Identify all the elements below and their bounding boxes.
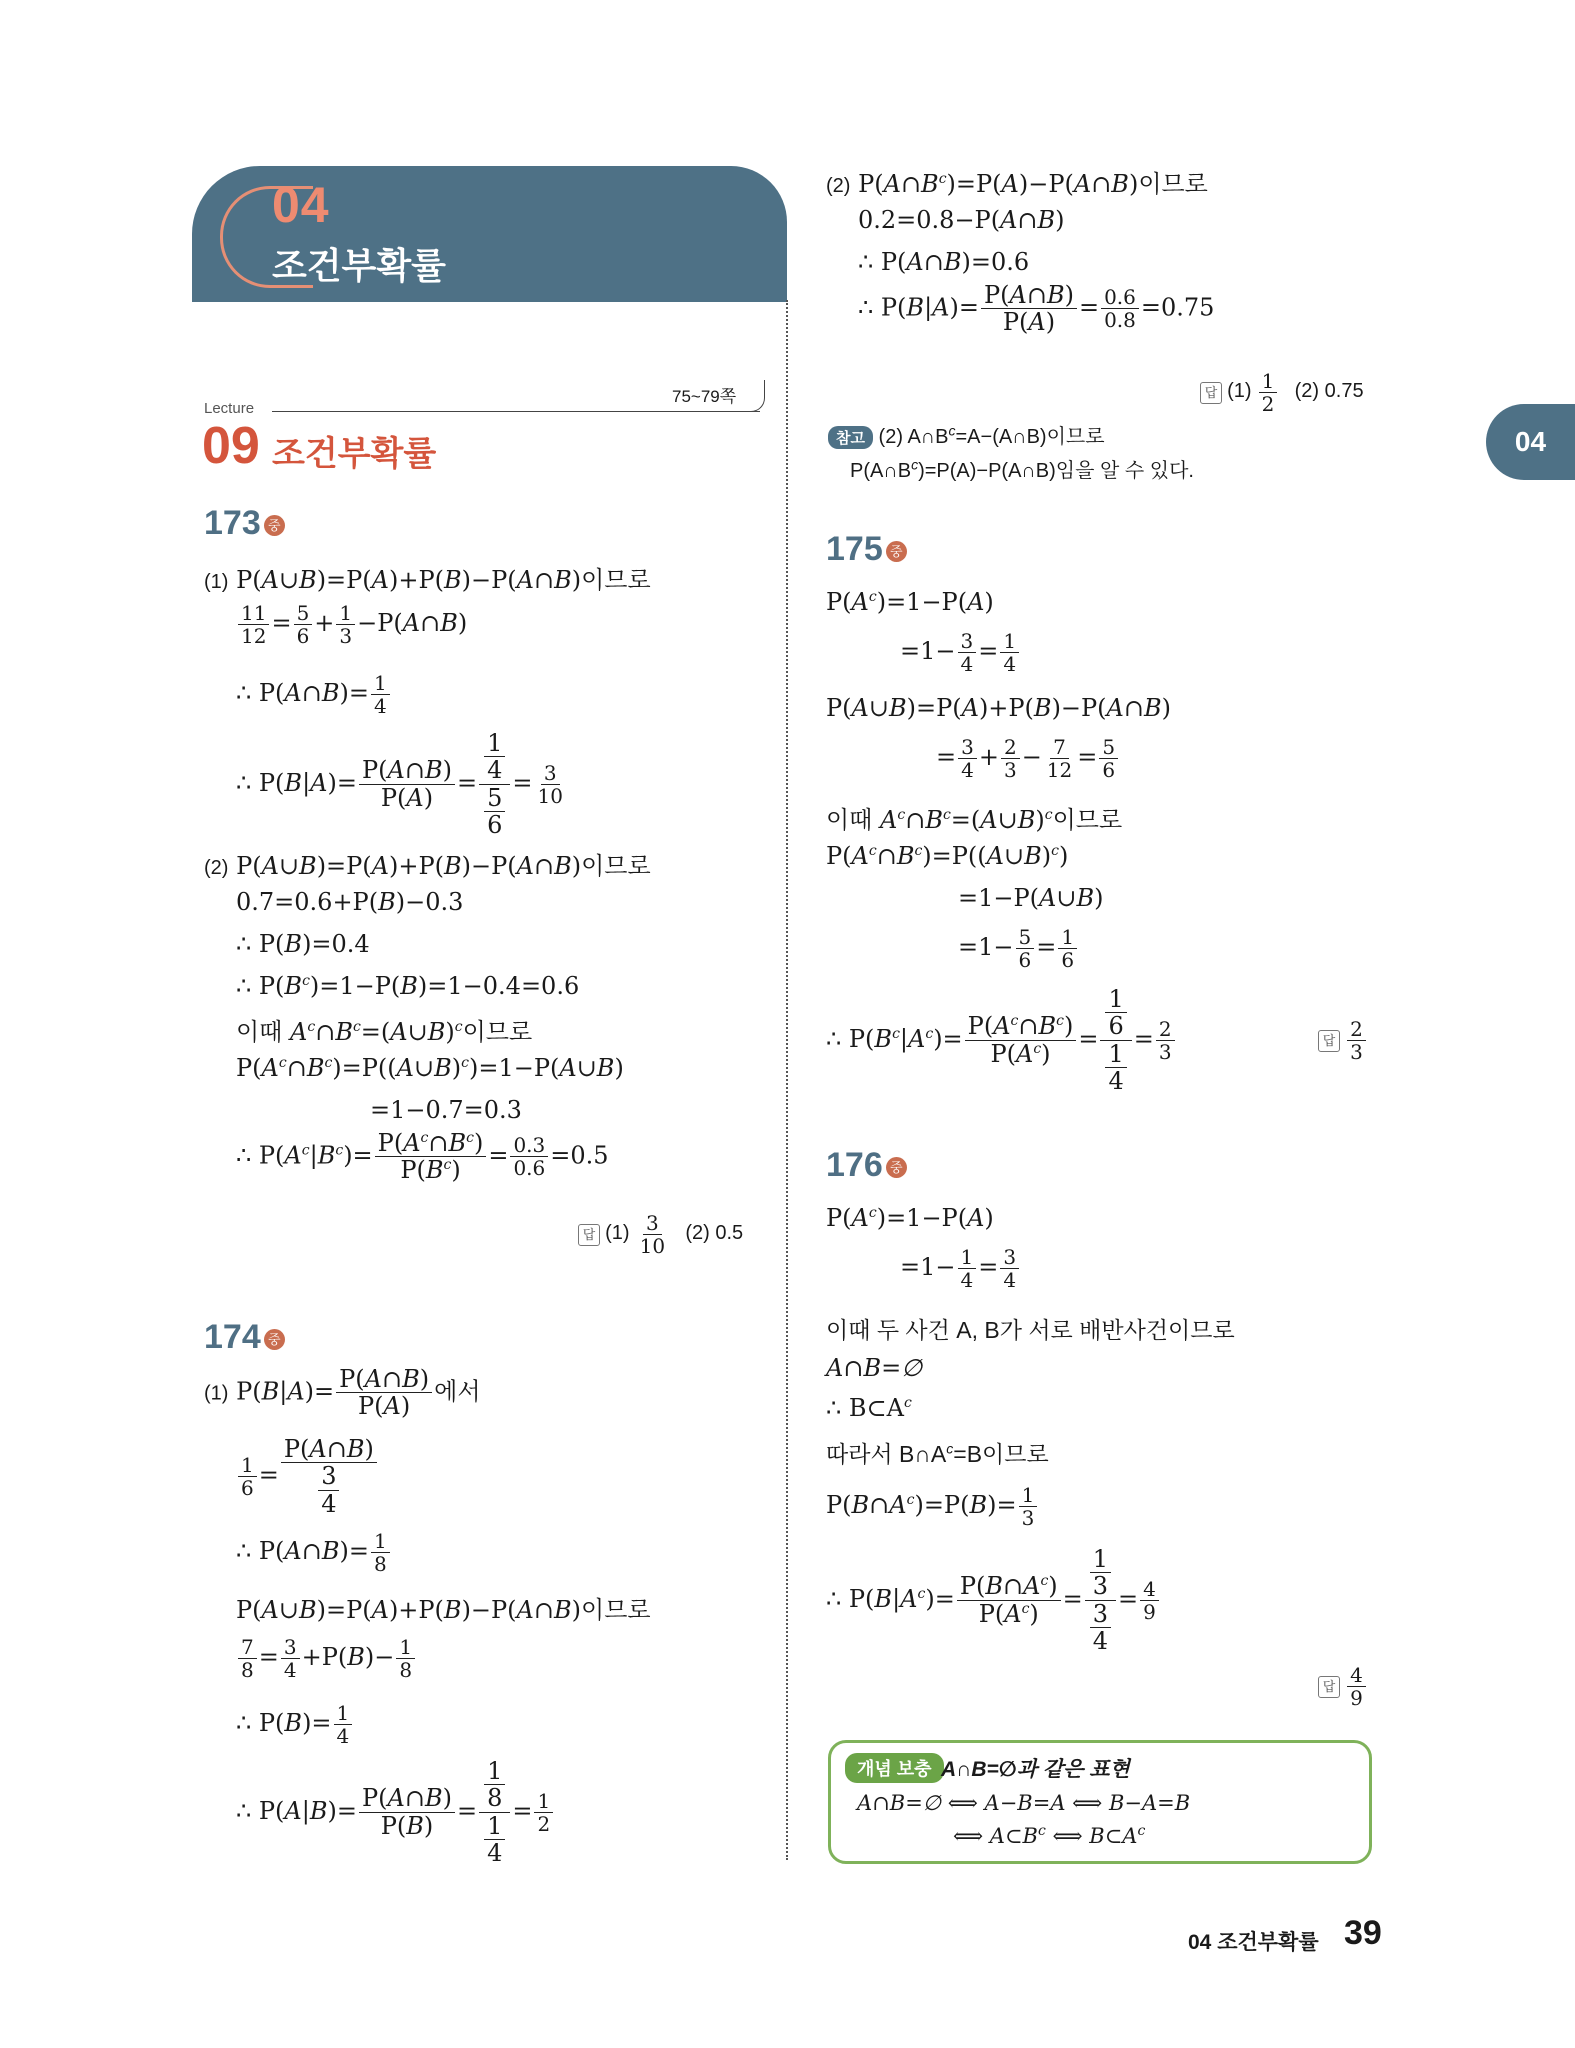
p175-line: =1−P(A∪B) — [958, 884, 1104, 912]
answer-icon: 답 — [1200, 382, 1222, 404]
korean-text: 이므로 — [581, 1597, 651, 1624]
p175-line: =1− $\frac{5}{6}$ = $\frac{1}{6}$ — [958, 926, 1079, 971]
p176-answer: 답 $\frac{4}{9}$ — [1318, 1664, 1368, 1709]
p174-note: 참고 (2) $A\cap B^c=A-(A\cap B)$이므로 — [828, 420, 1105, 449]
therefore-symbol: ∴ — [236, 1709, 252, 1737]
p173-line: 0.7=0.6+P(B)−0.3 — [236, 888, 464, 916]
concept-box — [828, 1740, 1372, 1864]
chapter-title: 조건부확률 — [272, 245, 446, 286]
chapter-number: 04 — [272, 177, 330, 233]
lecture-rule — [272, 411, 760, 412]
problem-number: 173 — [204, 504, 261, 542]
p174-note-line2: $P(A\cap B^c)=P(A)-P(A\cap B)$임을 알 수 있다. — [850, 456, 1194, 482]
problem-173-header — [204, 504, 285, 543]
p175-line: P(A∪B)=P(A)+P(B)−P(A∩B) — [826, 694, 1172, 722]
p174-line: (2) $P(A\cap B^c)=P(A)-P(A\cap B)$이므로 — [826, 170, 1208, 198]
p174-line: ∴ P(A|B)= $\frac{P(A\cap B)}{P(B)}$ = $\frac{\frac{1}{8}}{\frac{1}{4}}$ = $\frac{1}{2}$ — [236, 1758, 555, 1867]
therefore-symbol: ∴ — [826, 1024, 842, 1053]
p173-line: ∴ P(B|A)= $\frac{P(A\cap B)}{P(A)}$ = $\frac{\frac{1}{4}}{\frac{5}{6}}$ = $\frac{3}{10}$ — [236, 729, 563, 840]
p174-line: 0.2=0.8−P(A∩B) — [858, 206, 1065, 234]
p175-line: ∴ $P(B^c|A^c)=$ $\frac{P(A^c\cap B^c)}{P(A^c)}$ = $\frac{\frac{1}{6}}{\frac{1}{4}}$ = $\frac{2}{3}$ — [826, 986, 1177, 1095]
p176-line: ∴ $P(B|A^c)=$ $\frac{P(B\cap A^c)}{P(A^c)}$ = $\frac{\frac{1}{3}}{\frac{3}{4}}$ = $\frac{4}{9}$ — [826, 1546, 1161, 1655]
sub-label: (1) — [204, 571, 229, 593]
p173-line: 이때 $A^c\cap B^c=(A\cup B)^c$이므로 — [236, 1018, 533, 1046]
p173-line: $\frac{11}{12}$ = $\frac{5}{6}$ + $\frac{1}{3}$ −P(A∩B) — [236, 602, 467, 647]
therefore-symbol: ∴ — [236, 930, 252, 958]
p173-line: ∴ P(B)=0.4 — [236, 930, 370, 958]
korean-text: 에서 — [434, 1378, 481, 1406]
problem-174-header — [204, 1318, 285, 1357]
therefore-symbol: ∴ — [858, 293, 874, 322]
concept-line-2: ⟺ $A\subset B^c$ ⟺ $B\subset A^c$ — [953, 1823, 1146, 1848]
therefore-symbol: ∴ — [858, 248, 874, 276]
p174-line: ∴ P(A∩B)= $\frac{1}{8}$ — [236, 1530, 392, 1575]
page-number: 39 — [1344, 1914, 1382, 1952]
column-divider — [786, 300, 788, 1860]
difficulty-badge: 중 — [264, 1329, 285, 1350]
p174-line: $\frac{1}{6}$ = $\frac{P(A\cap B)}{\frac{3}{4}}$ — [236, 1436, 379, 1517]
p173-line: (2) P(A∪B)=P(A)+P(B)−P(A∩B)이므로 — [204, 852, 651, 880]
p174-answer: 답 (1) $\frac{1}{2}$ (2) 0.75 — [1200, 370, 1364, 415]
p175-line: = $\frac{3}{4}$ + $\frac{2}{3}$ − $\frac{7}{12}$ = $\frac{5}{6}$ — [936, 736, 1120, 781]
korean-text: 이므로 — [1138, 171, 1208, 198]
p174-line: P(A∪B)=P(A)+P(B)−P(A∩B)이므로 — [236, 1596, 651, 1624]
lecture-rule-end — [742, 380, 765, 412]
p175-answer: 답 $\frac{2}{3}$ — [1318, 1018, 1368, 1063]
p175-line: $P(A^c\cap B^c)=P((A\cup B)^c)$ — [826, 842, 1069, 870]
answer-icon: 답 — [1318, 1676, 1340, 1698]
korean-text: 이때 — [236, 1019, 283, 1046]
note-badge: 참고 — [828, 426, 873, 449]
lecture-number: 09 — [202, 417, 260, 475]
therefore-symbol: ∴ — [236, 1141, 252, 1170]
therefore-symbol: ∴ — [236, 1796, 252, 1825]
concept-title: A∩B=∅과 같은 표현 — [941, 1758, 1130, 1781]
p176-line: $P(A^c)=1-P(A)$ — [826, 1204, 994, 1232]
korean-text: 이때 — [826, 807, 873, 834]
footer-chapter: 04 조건부확률 — [1188, 1931, 1319, 1954]
problem-176-header — [826, 1146, 907, 1185]
lecture-title: 조건부확률 — [272, 435, 437, 473]
p173-line: (1) P(A∪B)=P(A)+P(B)−P(A∩B)이므로 — [204, 566, 651, 594]
p174-line: ∴ P(B|A)= $\frac{P(A\cap B)}{P(A)}$ = $\frac{0.6}{0.8}$ =0.75 — [858, 281, 1215, 337]
p173-line: ∴ $P(B^c)=1-P(B)=1-0.4=0.6$ — [236, 972, 580, 1000]
p174-line: ∴ P(A∩B)=0.6 — [858, 248, 1030, 276]
therefore-symbol: ∴ — [236, 1537, 252, 1565]
p174-line: $\frac{7}{8}$ = $\frac{3}{4}$ +P(B)− $\frac{1}{8}$ — [236, 1636, 417, 1681]
sub-label: (1) — [204, 1382, 229, 1405]
sub-label: (2) — [826, 175, 851, 197]
sub-label: (2) — [204, 857, 229, 879]
korean-text: 이므로 — [1052, 807, 1123, 834]
p176-line: $P(B\cap A^c)=P(B)=$ $\frac{1}{3}$ — [826, 1484, 1039, 1529]
p176-line: 이때 두 사건 A, B가 서로 배반사건이므로 — [826, 1317, 1235, 1343]
p176-line: ∴ $B\subset A^c$ — [826, 1394, 912, 1422]
concept-badge: 개념 보충 — [845, 1753, 944, 1783]
p175-line: 이때 $A^c\cap B^c=(A\cup B)^c$이므로 — [826, 806, 1123, 834]
therefore-symbol: ∴ — [236, 679, 252, 707]
answer-icon: 답 — [578, 1224, 600, 1246]
p173-line: $P(A^c\cap B^c)=P((A\cup B)^c)=1-P(A\cup B)$ — [236, 1054, 624, 1082]
p173-answer: 답 (1) $\frac{3}{10}$ (2) 0.5 — [578, 1212, 743, 1257]
problem-175-header — [826, 530, 907, 569]
difficulty-badge: 중 — [264, 515, 285, 536]
problem-number: 174 — [204, 1318, 261, 1356]
side-chapter-tab: 04 — [1486, 404, 1575, 480]
chapter-header — [192, 166, 787, 302]
p175-line: =1− $\frac{3}{4}$ = $\frac{1}{4}$ — [900, 630, 1021, 675]
korean-text: 이므로 — [581, 853, 651, 880]
korean-text: 이므로 — [462, 1019, 533, 1046]
p174-line: ∴ P(B)= $\frac{1}{4}$ — [236, 1702, 354, 1747]
p174-line: (1) P(B|A)= $\frac{P(A\cap B)}{P(A)}$ 에서 — [204, 1365, 481, 1421]
lecture-label: Lecture — [204, 400, 255, 417]
therefore-symbol: ∴ — [236, 972, 252, 1000]
korean-text: 이므로 — [581, 567, 651, 594]
therefore-symbol: ∴ — [826, 1584, 842, 1613]
difficulty-badge: 중 — [886, 1157, 907, 1178]
p176-line: =1− $\frac{1}{4}$ = $\frac{3}{4}$ — [900, 1246, 1021, 1291]
problem-number: 175 — [826, 530, 883, 568]
p176-line: A∩B=∅ — [826, 1354, 923, 1382]
lecture-pages: 75~79쪽 — [672, 387, 737, 406]
p173-line: ∴ $P(A^c|B^c)=$ $\frac{P(A^c\cap B^c)}{P(B^c)}$ = $\frac{0.3}{0.6}$ =0.5 — [236, 1129, 609, 1185]
therefore-symbol: ∴ — [236, 768, 252, 797]
p173-line: ∴ P(A∩B)= $\frac{1}{4}$ — [236, 672, 392, 717]
p175-line: $P(A^c)=1-P(A)$ — [826, 588, 994, 616]
p173-line: =1−0.7=0.3 — [370, 1096, 522, 1124]
p176-line: 따라서 $B\cap A^c=B$이므로 — [826, 1440, 1049, 1467]
answer-icon: 답 — [1318, 1030, 1340, 1052]
concept-line-1: A∩B=∅ ⟺ A−B=A ⟺ B−A=B — [857, 1791, 1191, 1815]
difficulty-badge: 중 — [886, 541, 907, 562]
problem-number: 176 — [826, 1146, 883, 1184]
